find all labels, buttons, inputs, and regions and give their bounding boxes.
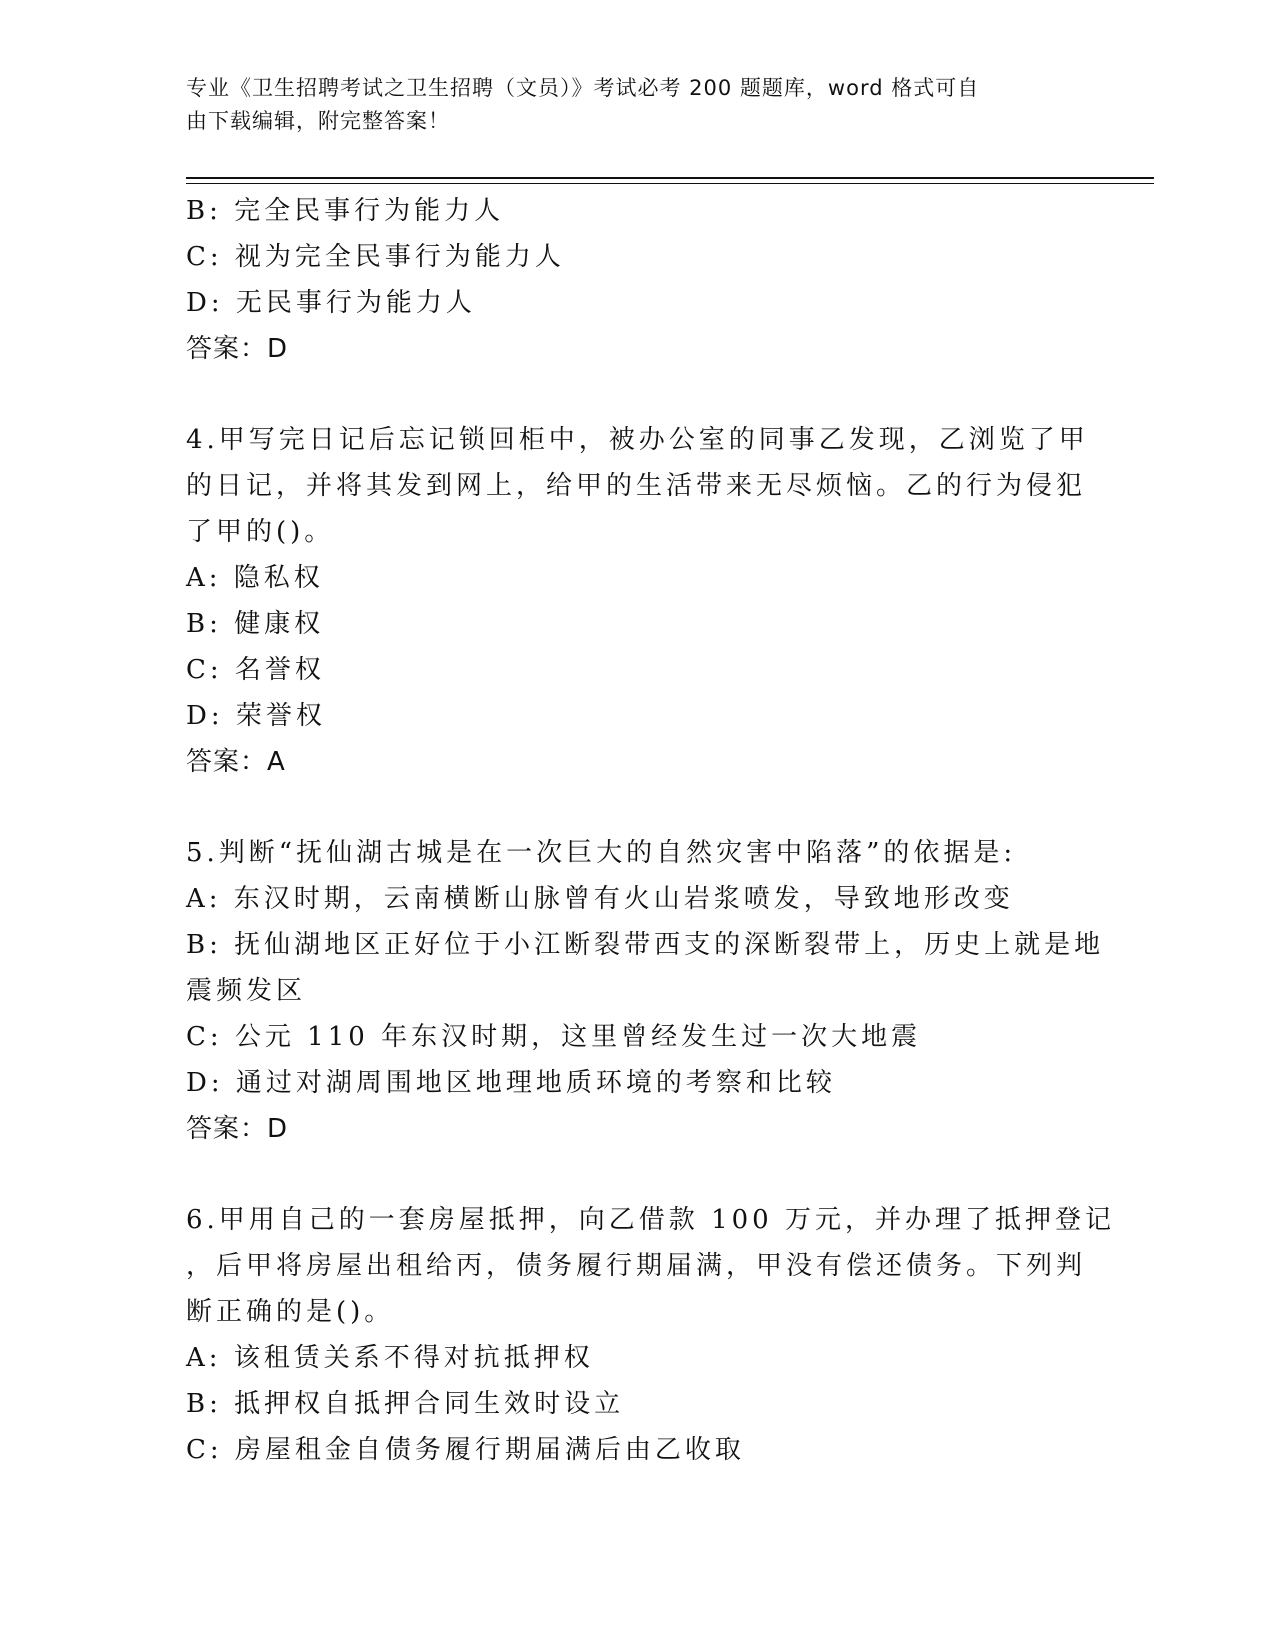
question-stem-line: 5.判断“抚仙湖古城是在一次巨大的自然灾害中陷落”的依据是: — [186, 838, 1017, 868]
question-6 — [186, 1197, 1115, 1473]
question-stem-line: ，后甲将房屋出租给丙，债务履行期届满，甲没有偿还债务。下列判 — [186, 1251, 1087, 1281]
question-3 — [186, 188, 1086, 372]
option-c: C: 名誉权 — [186, 655, 325, 685]
option-a: A: 该租赁关系不得对抗抵押权 — [186, 1343, 594, 1373]
question-stem-line: 4.甲写完日记后忘记锁回柜中，被办公室的同事乙发现，乙浏览了甲 — [186, 425, 1089, 455]
question-stem-line: 了甲的()。 — [186, 517, 335, 547]
option-d: D: 通过对湖周围地区地理地质环境的考察和比较 — [186, 1068, 836, 1098]
question-4 — [186, 417, 1089, 785]
answer: 答案：D — [186, 334, 289, 364]
document-header — [186, 72, 1066, 138]
option-b-continued: 震频发区 — [186, 976, 307, 1006]
header-line-2: 由下载编辑，附完整答案！ — [186, 109, 450, 133]
option-d: D: 荣誉权 — [186, 701, 326, 731]
question-5 — [186, 830, 1105, 1152]
header-rule-thin — [186, 183, 1154, 184]
option-c: C: 公元 110 年东汉时期，这里曾经发生过一次大地震 — [186, 1022, 922, 1052]
option-c: C: 房屋租金自债务履行期届满后由乙收取 — [186, 1435, 745, 1465]
option-b: B: 抚仙湖地区正好位于小江断裂带西支的深断裂带上，历史上就是地 — [186, 930, 1105, 960]
document-body — [186, 188, 1115, 1473]
option-b: B: 健康权 — [186, 609, 325, 639]
option-c: C: 视为完全民事行为能力人 — [186, 242, 565, 272]
option-d: D: 无民事行为能力人 — [186, 288, 476, 318]
header-rule-thick — [186, 177, 1154, 179]
spacer — [186, 372, 1086, 417]
question-stem-line: 断正确的是()。 — [186, 1297, 395, 1327]
answer: 答案：D — [186, 1114, 289, 1144]
header-line-1: 专业《卫生招聘考试之卫生招聘（文员）》考试必考 200 题题库，word 格式可自 — [186, 76, 980, 100]
spacer — [186, 1152, 1086, 1197]
option-b: B: 完全民事行为能力人 — [186, 196, 505, 226]
option-a: A: 东汉时期，云南横断山脉曾有火山岩浆喷发，导致地形改变 — [186, 884, 1014, 914]
spacer — [186, 785, 1086, 830]
question-stem-line: 的日记，并将其发到网上，给甲的生活带来无尽烦恼。乙的行为侵犯 — [186, 471, 1087, 501]
option-b: B: 抵押权自抵押合同生效时设立 — [186, 1389, 625, 1419]
question-stem-line: 6.甲用自己的一套房屋抵押，向乙借款 100 万元，并办理了抵押登记 — [186, 1205, 1115, 1235]
option-a: A: 隐私权 — [186, 563, 324, 593]
answer: 答案：A — [186, 747, 286, 777]
